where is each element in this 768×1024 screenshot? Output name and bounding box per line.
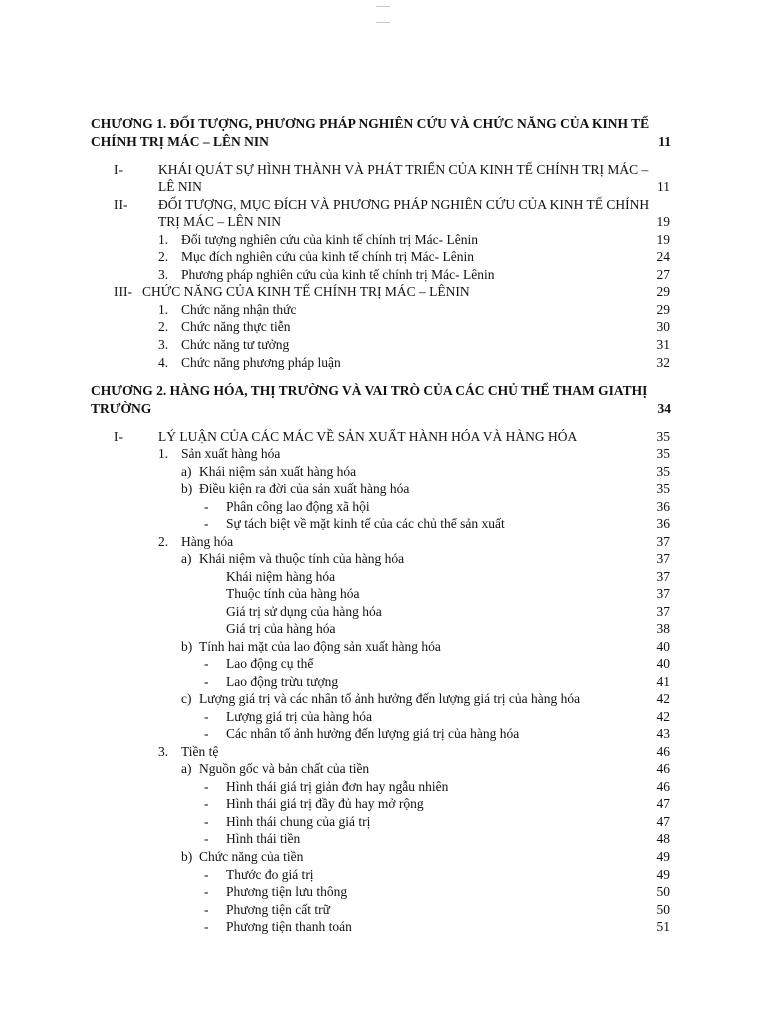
entry-number: 4.: [158, 355, 169, 370]
entry-title: Nguồn gốc và bản chất của tiền: [199, 761, 370, 777]
toc-entry: [0, 795, 768, 813]
toc-section: [0, 428, 768, 446]
page-number: 46: [656, 743, 670, 759]
page-number: 40: [656, 656, 670, 672]
entry-title: Giá trị sử dụng của hàng hóa: [226, 603, 382, 619]
toc-entry: [0, 673, 768, 691]
entry-title: Sự tách biệt về mặt kinh tế của các chủ thể sản xuất: [226, 516, 505, 532]
entry-title: Thuộc tính của hàng hóa: [226, 586, 360, 602]
chapter-title-line: CHÍNH TRỊ MÁC – LÊN NIN: [91, 134, 269, 149]
toc-entry: [0, 620, 768, 638]
page-number: 11: [657, 179, 670, 194]
toc-entry: [0, 498, 768, 516]
entry-number: b): [181, 638, 193, 654]
toc-entry: [0, 515, 768, 533]
entry-number: -: [204, 831, 209, 847]
page-number: 35: [656, 446, 670, 461]
toc-entry: [0, 568, 768, 586]
toc-entry: [0, 866, 768, 884]
toc-section-cont: [0, 213, 768, 231]
entry-number: -: [204, 673, 209, 689]
entry-number: 1.: [158, 446, 169, 461]
entry-title: Giá trị của hàng hóa: [226, 621, 336, 637]
section-title: ĐỐI TƯỢNG, MỤC ĐÍCH VÀ PHƯƠNG PHÁP NGHIÊN CỨU CỦA KINH TẾ CHÍNH: [158, 197, 650, 212]
page-number: 49: [656, 866, 670, 882]
page-number: 48: [656, 831, 670, 847]
entry-title: Chức năng của tiền: [199, 849, 304, 864]
page-number: 35: [656, 463, 670, 479]
entry-number: -: [204, 796, 209, 812]
toc-entry: [0, 655, 768, 673]
entry-number: -: [204, 813, 209, 829]
entry-title: Khái niệm hàng hóa: [226, 568, 336, 584]
page-number: 42: [656, 691, 670, 707]
section-title: KHÁI QUÁT SỰ HÌNH THÀNH VÀ PHÁT TRIỂN CỦA KINH TẾ CHÍNH TRỊ MÁC –: [158, 162, 649, 177]
toc-entry: [0, 690, 768, 708]
entry-title: Hình thái giá trị giản đơn hay ngẫu nhiên: [226, 778, 449, 794]
toc-entry: [0, 266, 768, 284]
section-title: CHỨC NĂNG CỦA KINH TẾ CHÍNH TRỊ MÁC – LÊNIN: [142, 284, 470, 299]
entry-title: Hình thái tiền: [226, 831, 301, 847]
entry-number: b): [181, 849, 193, 864]
entry-number: -: [204, 884, 209, 899]
toc-entry: [0, 883, 768, 901]
toc-entry: [0, 533, 768, 551]
page-number: 34: [657, 401, 671, 416]
section-number: I-: [114, 429, 123, 444]
entry-number: a): [181, 463, 192, 479]
entry-title: Tính hai mặt của lao động sản xuất hàng hóa: [199, 638, 441, 654]
header-mark: [376, 6, 390, 7]
toc-entry: [0, 318, 768, 336]
entry-number: 2.: [158, 249, 169, 264]
entry-number: 3.: [158, 337, 169, 352]
toc-entry: [0, 830, 768, 848]
page-number: 31: [656, 337, 670, 352]
entry-title: Chức năng nhận thức: [181, 302, 297, 317]
entry-number: b): [181, 481, 193, 496]
toc-entry: [0, 550, 768, 568]
page-number: 32: [656, 355, 670, 370]
toc-entry: [0, 603, 768, 621]
toc-entry: [0, 354, 768, 372]
toc-entry: [0, 813, 768, 831]
entry-title: Sản xuất hàng hóa: [181, 446, 281, 461]
page-number: 35: [656, 429, 670, 444]
page-number: 30: [656, 319, 670, 334]
entry-number: -: [204, 708, 209, 724]
entry-number: c): [181, 691, 192, 707]
page-number: 27: [656, 267, 670, 282]
toc-entry: [0, 901, 768, 919]
page-number: 37: [656, 586, 670, 602]
chapter-title-line: CHƯƠNG 2. HÀNG HÓA, THỊ TRƯỜNG VÀ VAI TRÒ CỦA CÁC CHỦ THỂ THAM GIATHỊ: [91, 383, 648, 398]
page-number: 40: [656, 638, 670, 654]
chapter-2-heading: [91, 382, 671, 418]
page-number: 29: [656, 284, 670, 299]
entry-title: Lượng giá trị và các nhân tố ảnh hưởng đến lượng giá trị của hàng hóa: [199, 691, 581, 707]
entry-title: Chức năng thực tiễn: [181, 319, 291, 334]
toc-entry: [0, 778, 768, 796]
section-title: LÝ LUẬN CỦA CÁC MÁC VỀ SẢN XUẤT HÀNH HÓA VÀ HÀNG HÓA: [158, 429, 578, 444]
page-number: 35: [656, 481, 670, 496]
entry-number: 1.: [158, 232, 169, 247]
section-title: TRỊ MÁC – LÊN NIN: [158, 214, 281, 229]
section-number: III-: [114, 284, 132, 299]
entry-number: -: [204, 516, 209, 532]
chapter-1-heading: [91, 115, 671, 151]
toc-entry: [0, 725, 768, 743]
entry-number: -: [204, 726, 209, 742]
chapter-title-line: TRƯỜNG: [91, 401, 152, 416]
entry-title: Lao động trừu tượng: [226, 673, 339, 689]
page-number: 49: [656, 849, 670, 864]
toc-section-cont: [0, 178, 768, 196]
entry-title: Phương pháp nghiên cứu của kinh tế chính trị Mác- Lênin: [181, 267, 495, 282]
toc-entry: [0, 231, 768, 249]
page-number: 37: [656, 568, 670, 584]
toc-entry: [0, 585, 768, 603]
toc-entry: [0, 248, 768, 266]
entry-title: Thước đo giá trị: [226, 866, 314, 882]
entry-title: Điều kiện ra đời của sản xuất hàng hóa: [199, 481, 410, 496]
page-number: 24: [656, 249, 670, 264]
toc-entry: [0, 638, 768, 656]
entry-number: -: [204, 901, 209, 917]
entry-title: Các nhân tố ảnh hưởng đến lượng giá trị của hàng hóa: [226, 726, 520, 742]
entry-title: Phương tiện cất trữ: [226, 901, 330, 917]
toc-entry: [0, 760, 768, 778]
toc-entry: [0, 848, 768, 866]
entry-title: Mục đích nghiên cứu của kinh tế chính trị Mác- Lênin: [181, 249, 474, 264]
entry-title: Hình thái giá trị đầy đủ hay mở rộng: [226, 796, 424, 812]
toc-entry: [0, 918, 768, 936]
entry-title: Hàng hóa: [181, 533, 234, 549]
page-number: 41: [656, 673, 670, 689]
page-number: 37: [656, 603, 670, 619]
page-number: 36: [656, 498, 670, 514]
page-number: 37: [656, 551, 670, 567]
entry-number: 2.: [158, 533, 169, 549]
page-number: 43: [656, 726, 670, 742]
entry-number: -: [204, 498, 209, 514]
entry-title: Khái niệm sản xuất hàng hóa: [199, 463, 357, 479]
toc-entry: [0, 445, 768, 463]
section-number: II-: [114, 197, 128, 212]
toc-section: [0, 161, 768, 179]
page-number: 51: [656, 919, 670, 934]
page-number: 36: [656, 516, 670, 532]
header-mark: [376, 22, 390, 23]
toc-entry: [0, 301, 768, 319]
page-number: 11: [658, 134, 671, 149]
entry-title: Phân công lao động xã hội: [226, 498, 370, 514]
entry-title: Tiền tệ: [181, 743, 219, 759]
entry-title: Chức năng phương pháp luận: [181, 355, 341, 370]
entry-title: Khái niệm và thuộc tính của hàng hóa: [199, 551, 405, 567]
page-number: 37: [656, 533, 670, 549]
page-number: 42: [656, 708, 670, 724]
page-number: 38: [656, 621, 670, 637]
entry-number: 2.: [158, 319, 169, 334]
toc-section: [0, 283, 768, 301]
entry-title: Đối tượng nghiên cứu của kinh tế chính trị Mác- Lênin: [181, 232, 478, 247]
entry-number: a): [181, 761, 192, 777]
entry-number: -: [204, 866, 209, 882]
entry-number: -: [204, 656, 209, 672]
toc-entry: [0, 480, 768, 498]
entry-number: a): [181, 551, 192, 567]
toc-entry: [0, 743, 768, 761]
chapter-title-line: CHƯƠNG 1. ĐỐI TƯỢNG, PHƯƠNG PHÁP NGHIÊN CỨU VÀ CHỨC NĂNG CỦA KINH TẾ: [91, 116, 650, 131]
entry-number: 1.: [158, 302, 169, 317]
section-title: LÊ NIN: [158, 179, 202, 194]
toc-entry: [0, 336, 768, 354]
entry-number: -: [204, 778, 209, 794]
entry-title: Phương tiện lưu thông: [226, 884, 348, 899]
entry-number: 3.: [158, 267, 169, 282]
page-number: 19: [656, 214, 670, 229]
toc-entry: [0, 463, 768, 481]
entry-number: 3.: [158, 743, 169, 759]
entry-title: Chức năng tư tưởng: [181, 337, 290, 352]
page-number: 46: [656, 761, 670, 777]
page-number: 29: [656, 302, 670, 317]
entry-title: Hình thái chung của giá trị: [226, 813, 371, 829]
page-number: 46: [656, 778, 670, 794]
entry-title: Phương tiện thanh toán: [226, 919, 352, 934]
toc-section: [0, 196, 768, 214]
page-number: 47: [656, 796, 670, 812]
entry-title: Lượng giá trị của hàng hóa: [226, 708, 373, 724]
page-number: 50: [656, 901, 670, 917]
page-number: 50: [656, 884, 670, 899]
section-number: I-: [114, 162, 123, 177]
toc-entry: [0, 708, 768, 726]
entry-number: -: [204, 919, 209, 934]
page-number: 47: [656, 813, 670, 829]
entry-title: Lao động cụ thể: [226, 656, 314, 672]
page-number: 19: [656, 232, 670, 247]
